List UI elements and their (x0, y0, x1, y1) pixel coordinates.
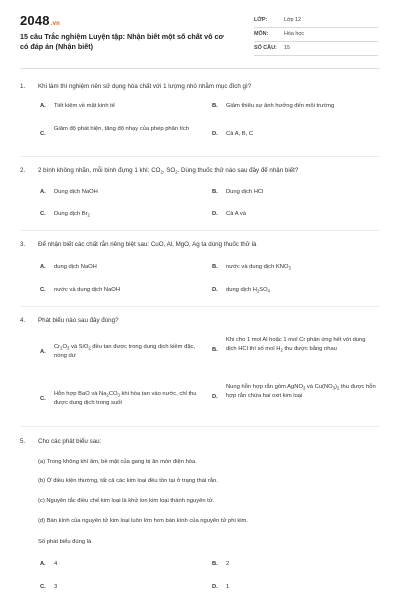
option-text: 4 (54, 561, 58, 567)
question-number: 5. (20, 438, 26, 445)
option-text: dung dịch $H_2SO_4$ (226, 287, 271, 294)
option-1d[interactable] (212, 130, 380, 140)
header-divider (20, 68, 380, 69)
option-text: 2 (226, 561, 230, 567)
meta-value: 15 (284, 45, 290, 51)
option-letter: C. (40, 287, 46, 293)
question-number: 2. (20, 167, 26, 174)
option-letter: A. (40, 264, 46, 270)
option-5a[interactable] (40, 560, 205, 570)
option-text: nước và dung dịch $KNO_3$ (226, 264, 291, 271)
option-letter: C. (40, 131, 46, 137)
option-text: Khi cho 1 mol Al hoặc 1 mol Cr phản ứng hết với dung dịch HCl thì số mol $H_2$ thu được bằng nhau (226, 337, 366, 353)
option-4b[interactable] (212, 336, 382, 364)
option-1a[interactable] (40, 102, 205, 112)
question-number: 1. (20, 83, 26, 90)
option-1b[interactable] (212, 102, 380, 112)
meta-value: Lớp 12 (284, 17, 302, 23)
question-number: 3. (20, 241, 26, 248)
option-5b[interactable] (212, 560, 380, 570)
option-letter: C. (40, 396, 46, 402)
option-letter: B. (212, 189, 218, 195)
option-letter: C. (40, 584, 46, 590)
option-letter: A. (40, 561, 46, 567)
option-4a[interactable] (40, 343, 210, 363)
option-2b[interactable] (212, 188, 380, 198)
option-letter: D. (212, 131, 218, 137)
option-5d[interactable] (212, 583, 380, 593)
option-text: Giảm độ phát hiện, tăng độ nhạy của phép phân tích (54, 126, 190, 132)
option-3b[interactable] (212, 263, 380, 273)
option-4d[interactable] (212, 383, 382, 411)
option-text: Cả A, B, C (226, 131, 254, 137)
option-5c[interactable] (40, 583, 205, 593)
option-text: 3 (54, 584, 58, 590)
option-text: Tiết kiệm về mặt kinh tế (54, 103, 115, 109)
option-text: Cả A và (226, 211, 246, 217)
statement-d: (d) Bán kính của nguyên tử kim loại luôn lớn hơn bán kính của nguyên tử phi kim. (38, 518, 248, 524)
meta-label: MÔN: (254, 31, 269, 37)
option-4c[interactable] (40, 390, 210, 410)
question-text: Để nhận biết các chất rắn riêng biệt sau: CuO, Al, MgO, Ag ta dùng thuốc thử là (38, 241, 257, 248)
meta-question-count (254, 42, 378, 56)
question-divider (20, 426, 380, 427)
option-1c[interactable] (40, 125, 210, 145)
option-letter: A. (40, 103, 46, 109)
option-3c[interactable] (40, 286, 205, 296)
question-prompt: Số phát biểu đúng là (38, 539, 92, 545)
meta-subject (254, 28, 378, 42)
option-letter: D. (212, 584, 218, 590)
quiz-title: 15 câu Trắc nghiệm Luyện tập: Nhận biết một số chất vô cơ có đáp án (Nhận biết) (20, 32, 224, 51)
option-text: Giảm thiểu sự ảnh hưởng đến môi trường (226, 103, 335, 109)
header (0, 0, 400, 58)
question-text: Phát biểu nào sau đây đúng? (38, 317, 119, 324)
option-text: Hỗn hợp BaO và $Na_2CO_3$ khi hòa tan vào nước, chỉ thu được dung dịch trong suốt (54, 391, 197, 406)
question-divider (20, 156, 380, 157)
option-text: 1 (226, 584, 230, 590)
option-text: $Cr_2O_3$ và SiO$_2$ đều tan được trong dung dịch kiềm đặc, nóng dư (54, 344, 196, 359)
option-letter: A. (40, 349, 46, 355)
meta-label: SỐ CÂU: (254, 45, 277, 51)
meta-label: LỚP: (254, 17, 268, 23)
option-letter: D. (212, 211, 218, 217)
option-letter: D. (212, 287, 218, 293)
question-1 (20, 82, 390, 92)
option-letter: A. (40, 189, 46, 195)
option-text: Dung dịch HCl (226, 189, 264, 195)
question-text: Cho các phát biểu sau: (38, 438, 102, 445)
statement-a: (a) Trong không khí ẩm, bề mặt của gang bị ăn mòn điện hóa. (38, 459, 197, 465)
option-3d[interactable] (212, 286, 380, 296)
site-logo[interactable] (20, 13, 60, 28)
statement-c: (c) Nguyên tắc điều chế kim loại là khử ion kim loại thành nguyên tử. (38, 498, 215, 504)
option-letter: D. (212, 394, 218, 400)
option-letter: B. (212, 347, 218, 353)
option-3a[interactable] (40, 263, 205, 273)
option-2c[interactable] (40, 210, 205, 220)
question-divider (20, 306, 380, 307)
option-letter: B. (212, 103, 218, 109)
question-4 (20, 316, 390, 326)
question-text: 2 bình không nhãn, mỗi bình đựng 1 khí: $CO_2$, $SO_2$. Dùng thuốc thử nào sau đây để nhận biết? (38, 167, 299, 175)
statement-b: (b) Ở điều kiện thường, tất cả các kim loại đều tồn tại ở trạng thái rắn. (38, 478, 218, 484)
option-letter: C. (40, 211, 46, 217)
option-2d[interactable] (212, 210, 380, 220)
question-text: Khi làm thí nghiệm nên sử dụng hóa chất với 1 lượng nhỏ nhằm mục đích gì? (38, 83, 252, 90)
option-text: Dung dịch $Br_2$ (54, 211, 90, 218)
option-text: nước và dung dịch NaOH (54, 287, 121, 293)
question-3 (20, 240, 390, 250)
logo-extension: .vn (50, 21, 61, 27)
meta-class (254, 14, 378, 28)
option-letter: B. (212, 561, 218, 567)
question-2 (20, 166, 390, 176)
question-number: 4. (20, 317, 26, 324)
question-divider (20, 230, 380, 231)
option-text: Dung dịch NaOH (54, 189, 98, 195)
meta-value: Hóa học (284, 31, 305, 37)
option-text: dung dịch NaOH (54, 264, 97, 270)
logo-text: 2048 (20, 13, 50, 28)
option-text: Nung hỗn hợp rắn gồm AgNO$_3$ và $Cu(NO_3)_2$ thu được hỗn hợp rắn chứa hai oxit kim loại (226, 384, 376, 399)
question-5 (20, 437, 390, 447)
option-letter: B. (212, 264, 218, 270)
option-2a[interactable] (40, 188, 205, 198)
